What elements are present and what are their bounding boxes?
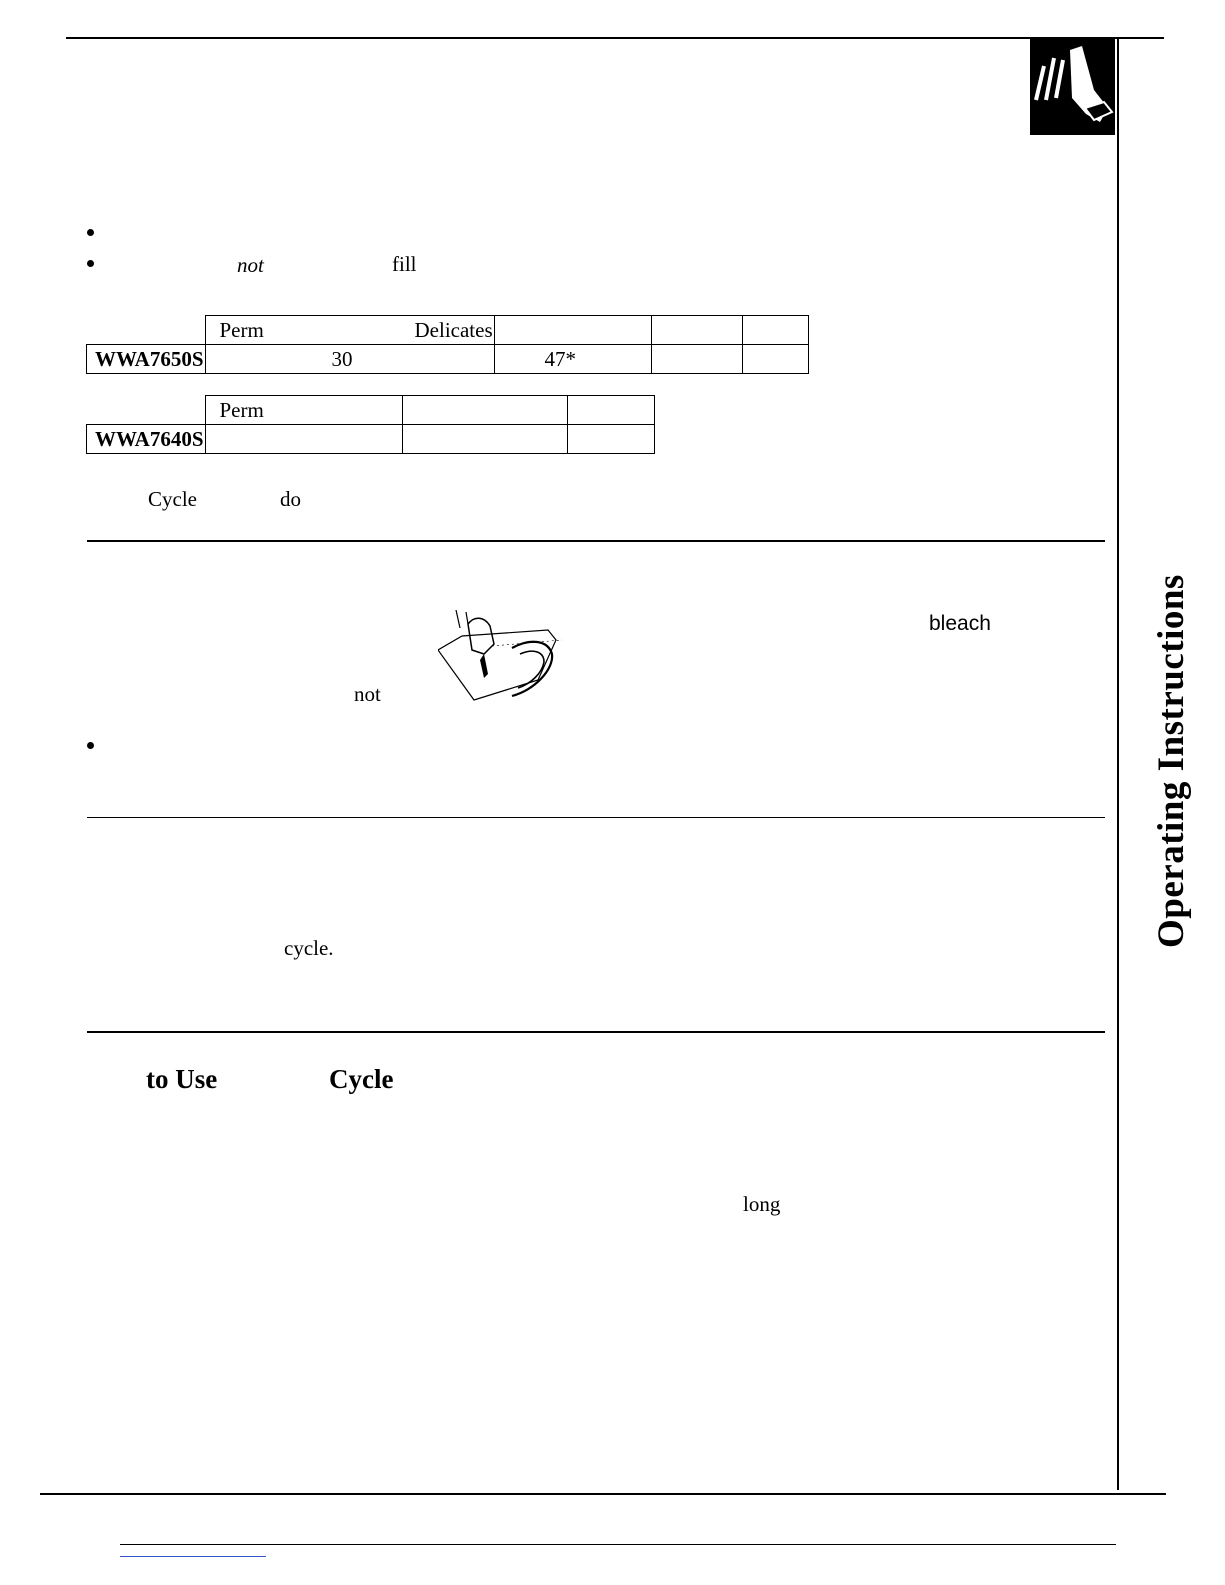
model-cell: WWA7650S xyxy=(87,345,206,374)
value-30: 30 xyxy=(331,346,353,371)
bottom-rule xyxy=(40,1493,1166,1495)
table-cell xyxy=(651,345,742,374)
pouring-bleach-illustration xyxy=(438,610,563,708)
table-header-cell xyxy=(205,396,402,425)
table-cell xyxy=(567,425,654,454)
section-divider xyxy=(87,817,1105,818)
footer-link-underline xyxy=(120,1556,266,1557)
table-row xyxy=(87,425,655,454)
sidebar-rule xyxy=(1117,37,1119,1490)
table-cell xyxy=(494,345,651,374)
table-header-cell xyxy=(494,316,651,345)
word-bleach: bleach xyxy=(929,612,991,635)
section-divider xyxy=(87,540,1105,542)
table-row xyxy=(87,345,809,374)
table-wwa7640s xyxy=(86,395,655,454)
bullet-2-word-fill: fill xyxy=(392,252,417,276)
table-cell xyxy=(402,425,567,454)
word-not: not xyxy=(354,682,381,706)
table-header-cell xyxy=(402,396,567,425)
top-rule xyxy=(66,37,1164,39)
sidebar-title: Operating Instructions xyxy=(1151,574,1192,948)
section-heading-to-use: to Use xyxy=(146,1064,218,1094)
table-corner xyxy=(87,316,206,345)
table-header-row xyxy=(87,316,809,345)
note-word-cycle: Cycle xyxy=(148,487,197,511)
table-cell xyxy=(205,425,402,454)
word-cycle: cycle. xyxy=(284,936,334,960)
footer-rule xyxy=(120,1544,1116,1545)
bullet-2-word-not: not xyxy=(237,253,264,277)
section-heading-cycle: Cycle xyxy=(329,1064,394,1094)
table-cell xyxy=(742,345,808,374)
hand-pressing-button-icon xyxy=(1030,38,1115,135)
header-perm: Perm xyxy=(219,317,264,342)
model-cell: WWA7640S xyxy=(87,425,206,454)
table-wwa7650s xyxy=(86,315,809,374)
table-header-cell xyxy=(651,316,742,345)
header-perm: Perm xyxy=(219,397,264,422)
table-corner xyxy=(87,396,206,425)
table-cell xyxy=(205,345,494,374)
section-divider xyxy=(87,1031,1105,1033)
word-long: long xyxy=(743,1192,781,1216)
header-delicates: Delicates xyxy=(414,317,493,342)
bullet-2 xyxy=(87,260,94,267)
bullet-3 xyxy=(87,742,94,749)
table-header-cell xyxy=(742,316,808,345)
table-header-row xyxy=(87,396,655,425)
value-47: 47* xyxy=(544,346,576,371)
table-header-cell xyxy=(567,396,654,425)
bullet-1 xyxy=(87,229,94,236)
table-header-cell xyxy=(205,316,494,345)
note-word-do: do xyxy=(280,487,301,511)
